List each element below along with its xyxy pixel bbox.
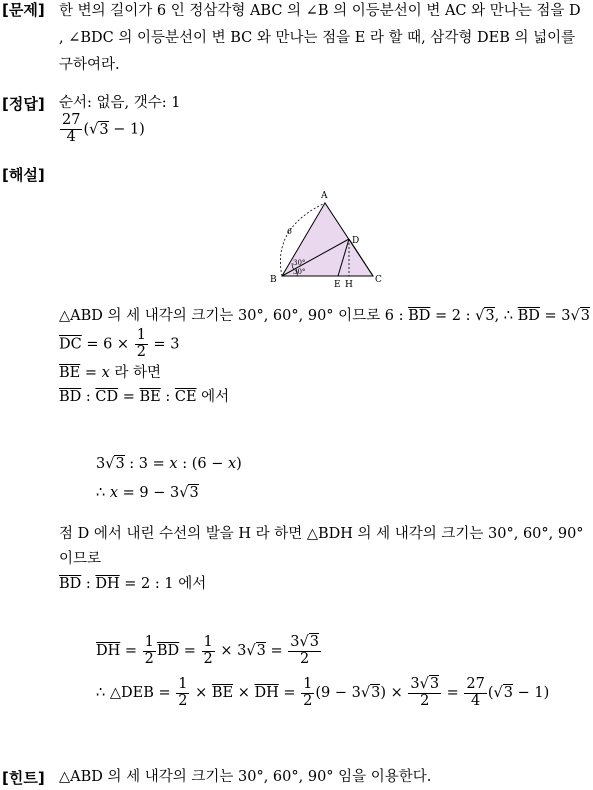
answer-value: $\frac{27}{4}$ (√3 − 1): [62, 112, 145, 146]
solution-line-4: $\overline{BD}$ : $\overline{CD} = \overline{BE}$ : $\overline{CE}$ 에서: [59, 388, 230, 405]
problem-text: [59, 0, 589, 79]
label-a: A: [321, 191, 328, 201]
solution-line-1: △ABD 의 세 내각의 크기는 30°, 60°, 90° 이므로 6 : $\overline{BD} = 2$ : √3, ∴ $\overline{BD} = 3√3$: [59, 308, 590, 324]
equation-dh: $\overline{DH}$ = $\frac{1}{2}$ $\overline{BD}$ = $\frac{1}{2}$ × 3√3 = $\frac{3√3}{2}$: [96, 633, 319, 667]
solution-p2-line-2: 이므로: [59, 551, 102, 567]
label-side: 6: [287, 227, 293, 236]
problem-line-2: , ∠BDC 의 이등분선이 변 BC 와 만나는 점을 E 라 할 때, 삼각형 DEB 의 넓이를: [59, 30, 576, 46]
hint-text: △ABD 의 세 내각의 크기는 30°, 60°, 90° 임을 이용한다.: [59, 769, 432, 785]
solution-equations-1: [59, 450, 589, 508]
solution-p2-line-3: $\overline{BD}$ : $\overline{DH} = 2$ : 1 에서: [59, 576, 207, 592]
equation-x-result: ∴ x = 9 − 3√3: [96, 485, 199, 501]
label-angle-1: 30°: [293, 259, 306, 267]
label-d: D: [352, 236, 360, 246]
problem-line-3: 구하여라.: [59, 57, 120, 73]
label-e: E: [334, 280, 341, 290]
answer-tag: [정답]: [2, 95, 45, 113]
solution-tag: [해설]: [2, 166, 45, 184]
triangle-figure: [250, 183, 390, 293]
solution-line-3: $\overline{BE} = x$ 라 하면: [59, 364, 162, 381]
equation-area: ∴ △DEB = $\frac{1}{2}$ × $\overline{BE} \times \overline{DH}$ = $\frac{1}{2}$ (9 − 3√3) × $\frac{3√3}{2}$ = $\frac{27}{4}$ (√3 − 1): [96, 675, 550, 709]
solution-p2-line-1: 점 D 에서 내린 수선의 발을 H 라 하면 △BDH 의 세 내각의 크기는 30°, 60°, 90°: [59, 526, 584, 542]
problem-tag: [문제]: [2, 1, 45, 19]
label-angle-2: 30°: [293, 268, 306, 276]
label-h: H: [345, 280, 353, 290]
label-c: C: [375, 275, 382, 285]
hint-tag: [힌트]: [2, 769, 45, 787]
solution-equations-2: [59, 630, 589, 714]
label-b: B: [270, 275, 277, 285]
solution-line-2: $\overline{DC} = 6$ × $\frac{1}{2}$ = 3: [59, 327, 180, 360]
answer-fraction: $\frac{27}{4}$: [62, 112, 81, 146]
solution-text-1: [59, 304, 589, 409]
answer-order-count: 순서: 없음, 갯수: 1: [59, 95, 181, 111]
problem-line-1: 한 변의 길이가 6 인 정삼각형 ABC 의 ∠B 의 이등분선이 변 AC 와 만나는 점을 D: [59, 3, 581, 19]
solution-text-2: [59, 522, 589, 597]
equation-proportion: 3√3 : 3 = x : (6 − x): [96, 456, 242, 472]
